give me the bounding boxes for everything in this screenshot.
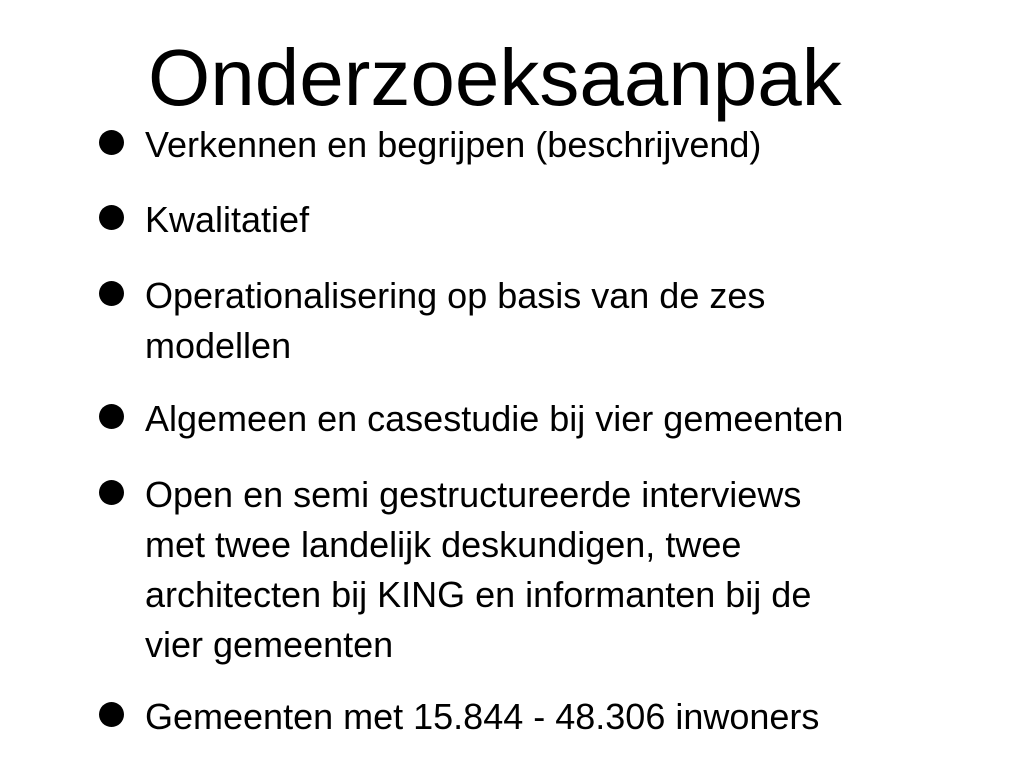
- bullet-dot-icon: [99, 702, 124, 727]
- bullet-text: Kwalitatief: [145, 199, 310, 240]
- bullet-dot-icon: [99, 281, 124, 306]
- bullet-text: Algemeen en casestudie bij vier gemeenten: [145, 398, 844, 439]
- bullet-text: Open en semi gestructureerde interviews met twee landelijk deskundigen, twee architecten bij KING en informanten bij de vier gemeenten: [145, 474, 812, 665]
- bullet-dot-icon: [99, 130, 124, 155]
- bullet-dot-icon: [99, 480, 124, 505]
- bullet-dot-icon: [99, 404, 124, 429]
- bullet-dot-icon: [99, 205, 124, 230]
- slide-title: Onderzoeksaanpak: [148, 33, 842, 122]
- bullet-text: Gemeenten met 15.844 - 48.306 inwoners: [145, 696, 820, 737]
- bullet-text: Operationalisering op basis van de zes modellen: [145, 275, 766, 366]
- bullet-text: Verkennen en begrijpen (beschrijvend): [145, 124, 762, 165]
